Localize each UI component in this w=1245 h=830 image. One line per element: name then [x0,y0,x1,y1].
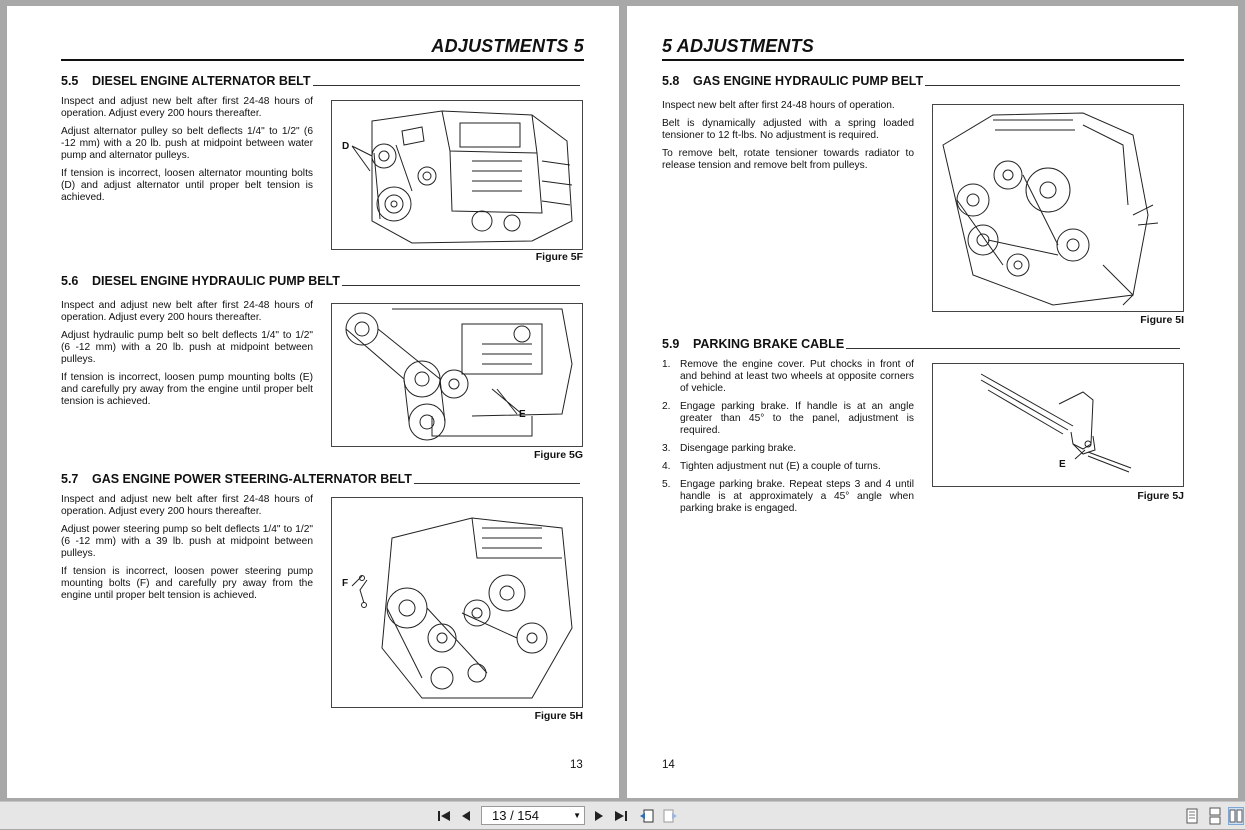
list-item [662,461,914,473]
section-title: GAS ENGINE HYDRAULIC PUMP BELT [693,74,924,88]
first-page-icon[interactable] [436,808,452,824]
heading-rule [342,285,580,286]
step-text: Remove the engine cover. Put chocks in front of and behind at least two wheels at opposite corners of vehicle. [680,359,914,394]
paragraph: Adjust power steering pump so belt deflects 1/4" to 1/2" (6 -12 mm) with a 39 lb. push at midpoint between pulleys. [61,524,313,559]
viewer-toolbar [0,801,1245,829]
callout-e: E [1059,459,1066,470]
page-header: ADJUSTMENTS 5 [431,36,584,56]
header-rule [61,59,584,61]
step-number: 5. [662,479,671,490]
heading-rule [846,348,1180,349]
figure-5h-gas-engine [331,497,583,708]
step-number: 1. [662,359,671,370]
list-item [662,359,914,395]
section-number: 5.7 [61,472,79,486]
paragraph: Adjust hydraulic pump belt so belt deflects 1/4" to 1/2" (6 -12 mm) with a 20 lb. push at midpoint between pulleys. [61,330,313,365]
step-number: 4. [662,461,671,472]
page-number: 13 [570,759,583,771]
single-page-view-icon[interactable] [1184,807,1200,825]
paragraph: Inspect new belt after first 24-48 hours of operation. [662,100,895,111]
figure-caption: Figure 5H [534,710,583,722]
heading-rule [925,85,1180,86]
step-text: Tighten adjustment nut (E) a couple of turns. [680,461,881,472]
step-number: 3. [662,443,671,454]
step-list [662,359,914,515]
page-number-select[interactable] [481,806,585,825]
figure-caption: Figure 5F [535,251,583,263]
step-text: Engage parking brake. Repeat steps 3 and 4 until handle is at approximately a 45° angle when parking brake is engaged. [680,479,914,514]
step-text: Engage parking brake. If handle is at an angle greater than 45° to the panel, adjustment is required. [680,401,914,436]
section-number: 5.6 [61,274,79,288]
paragraph: Adjust alternator pulley so belt deflects 1/4" to 1/2" (6 -12 mm) with a 20 lb. push at midpoint between water pump and alternator pulleys. [61,126,313,161]
heading-rule [313,85,580,86]
facing-pages-view-icon[interactable] [1228,807,1244,825]
section-text-5-7 [61,494,313,608]
callout-e: E [519,409,526,420]
last-page-icon[interactable] [613,808,629,824]
section-text-5-6 [61,300,313,414]
paragraph: To remove belt, rotate tensioner towards radiator to release tension and remove belt from pulleys. [662,148,914,171]
section-number: 5.5 [61,74,79,88]
section-text-5-5 [61,96,313,210]
figure-caption: Figure 5I [1140,314,1184,326]
callout-f: F [342,578,349,589]
step-number: 2. [662,401,671,412]
paragraph: Inspect and adjust new belt after first 24-48 hours of operation. Adjust every 200 hours thereafter. [61,494,313,517]
section-text-5-9 [662,359,914,521]
page-indicator-text: 13 / 154 [492,808,539,823]
section-title: PARKING BRAKE CABLE [693,337,845,351]
figure-caption: Figure 5G [533,449,583,461]
figure-5f-diesel-engine [331,100,583,250]
paragraph: Inspect and adjust new belt after first 24-48 hours of operation. Adjust every 200 hours thereafter. [61,300,313,323]
previous-page-icon[interactable] [458,808,474,824]
section-text-5-8 [662,100,914,178]
engine-illustration [332,304,582,446]
next-page-icon[interactable] [591,808,607,824]
right-page [627,6,1238,798]
figure-5i-gas-engine [932,104,1184,312]
section-heading-5-6 [61,274,580,288]
figure-5j-parking-brake-cable [932,363,1184,487]
engine-illustration [332,101,582,249]
figure-caption: Figure 5J [1137,490,1184,502]
page-number: 14 [662,759,675,771]
continuous-view-icon[interactable] [1207,807,1223,825]
paragraph: Inspect and adjust new belt after first 24-48 hours of operation. Adjust every 200 hours thereafter. [61,96,313,119]
section-heading-5-8 [662,74,1180,88]
forward-view-icon[interactable] [662,808,678,824]
section-heading-5-9 [662,337,1180,351]
figure-5g-diesel-engine [331,303,583,447]
callout-d: D [342,141,350,152]
heading-rule [414,483,580,484]
chevron-down-icon: ▼ [573,811,581,820]
brake-cable-illustration [933,364,1183,486]
paragraph: Belt is dynamically adjusted with a spring loaded tensioner to 12 ft-lbs. No adjustment is required. [662,118,914,141]
step-text: Disengage parking brake. [680,443,797,454]
list-item [662,401,914,437]
header-rule [662,59,1184,61]
back-view-icon[interactable] [639,808,655,824]
page-header: 5 ADJUSTMENTS [662,36,814,56]
paragraph: If tension is incorrect, loosen alternator mounting bolts (D) and adjust alternator until proper belt tension is achieved. [61,168,313,203]
section-heading-5-7 [61,472,580,486]
engine-illustration [332,498,582,707]
section-title: DIESEL ENGINE ALTERNATOR BELT [92,74,311,88]
section-title: DIESEL ENGINE HYDRAULIC PUMP BELT [92,274,340,288]
left-page [7,6,619,798]
section-number: 5.9 [662,337,680,351]
section-title: GAS ENGINE POWER STEERING-ALTERNATOR BELT [92,472,412,486]
paragraph: If tension is incorrect, loosen power steering pump mounting bolts (F) and carefully pry away from the engine until proper belt tension is achieved. [61,566,313,601]
section-heading-5-5 [61,74,580,88]
paragraph: If tension is incorrect, loosen pump mounting bolts (E) and carefully pry away from the engine until proper belt tension is achieved. [61,372,313,407]
engine-illustration [933,105,1183,311]
list-item [662,443,914,455]
section-number: 5.8 [662,74,680,88]
list-item [662,479,914,515]
